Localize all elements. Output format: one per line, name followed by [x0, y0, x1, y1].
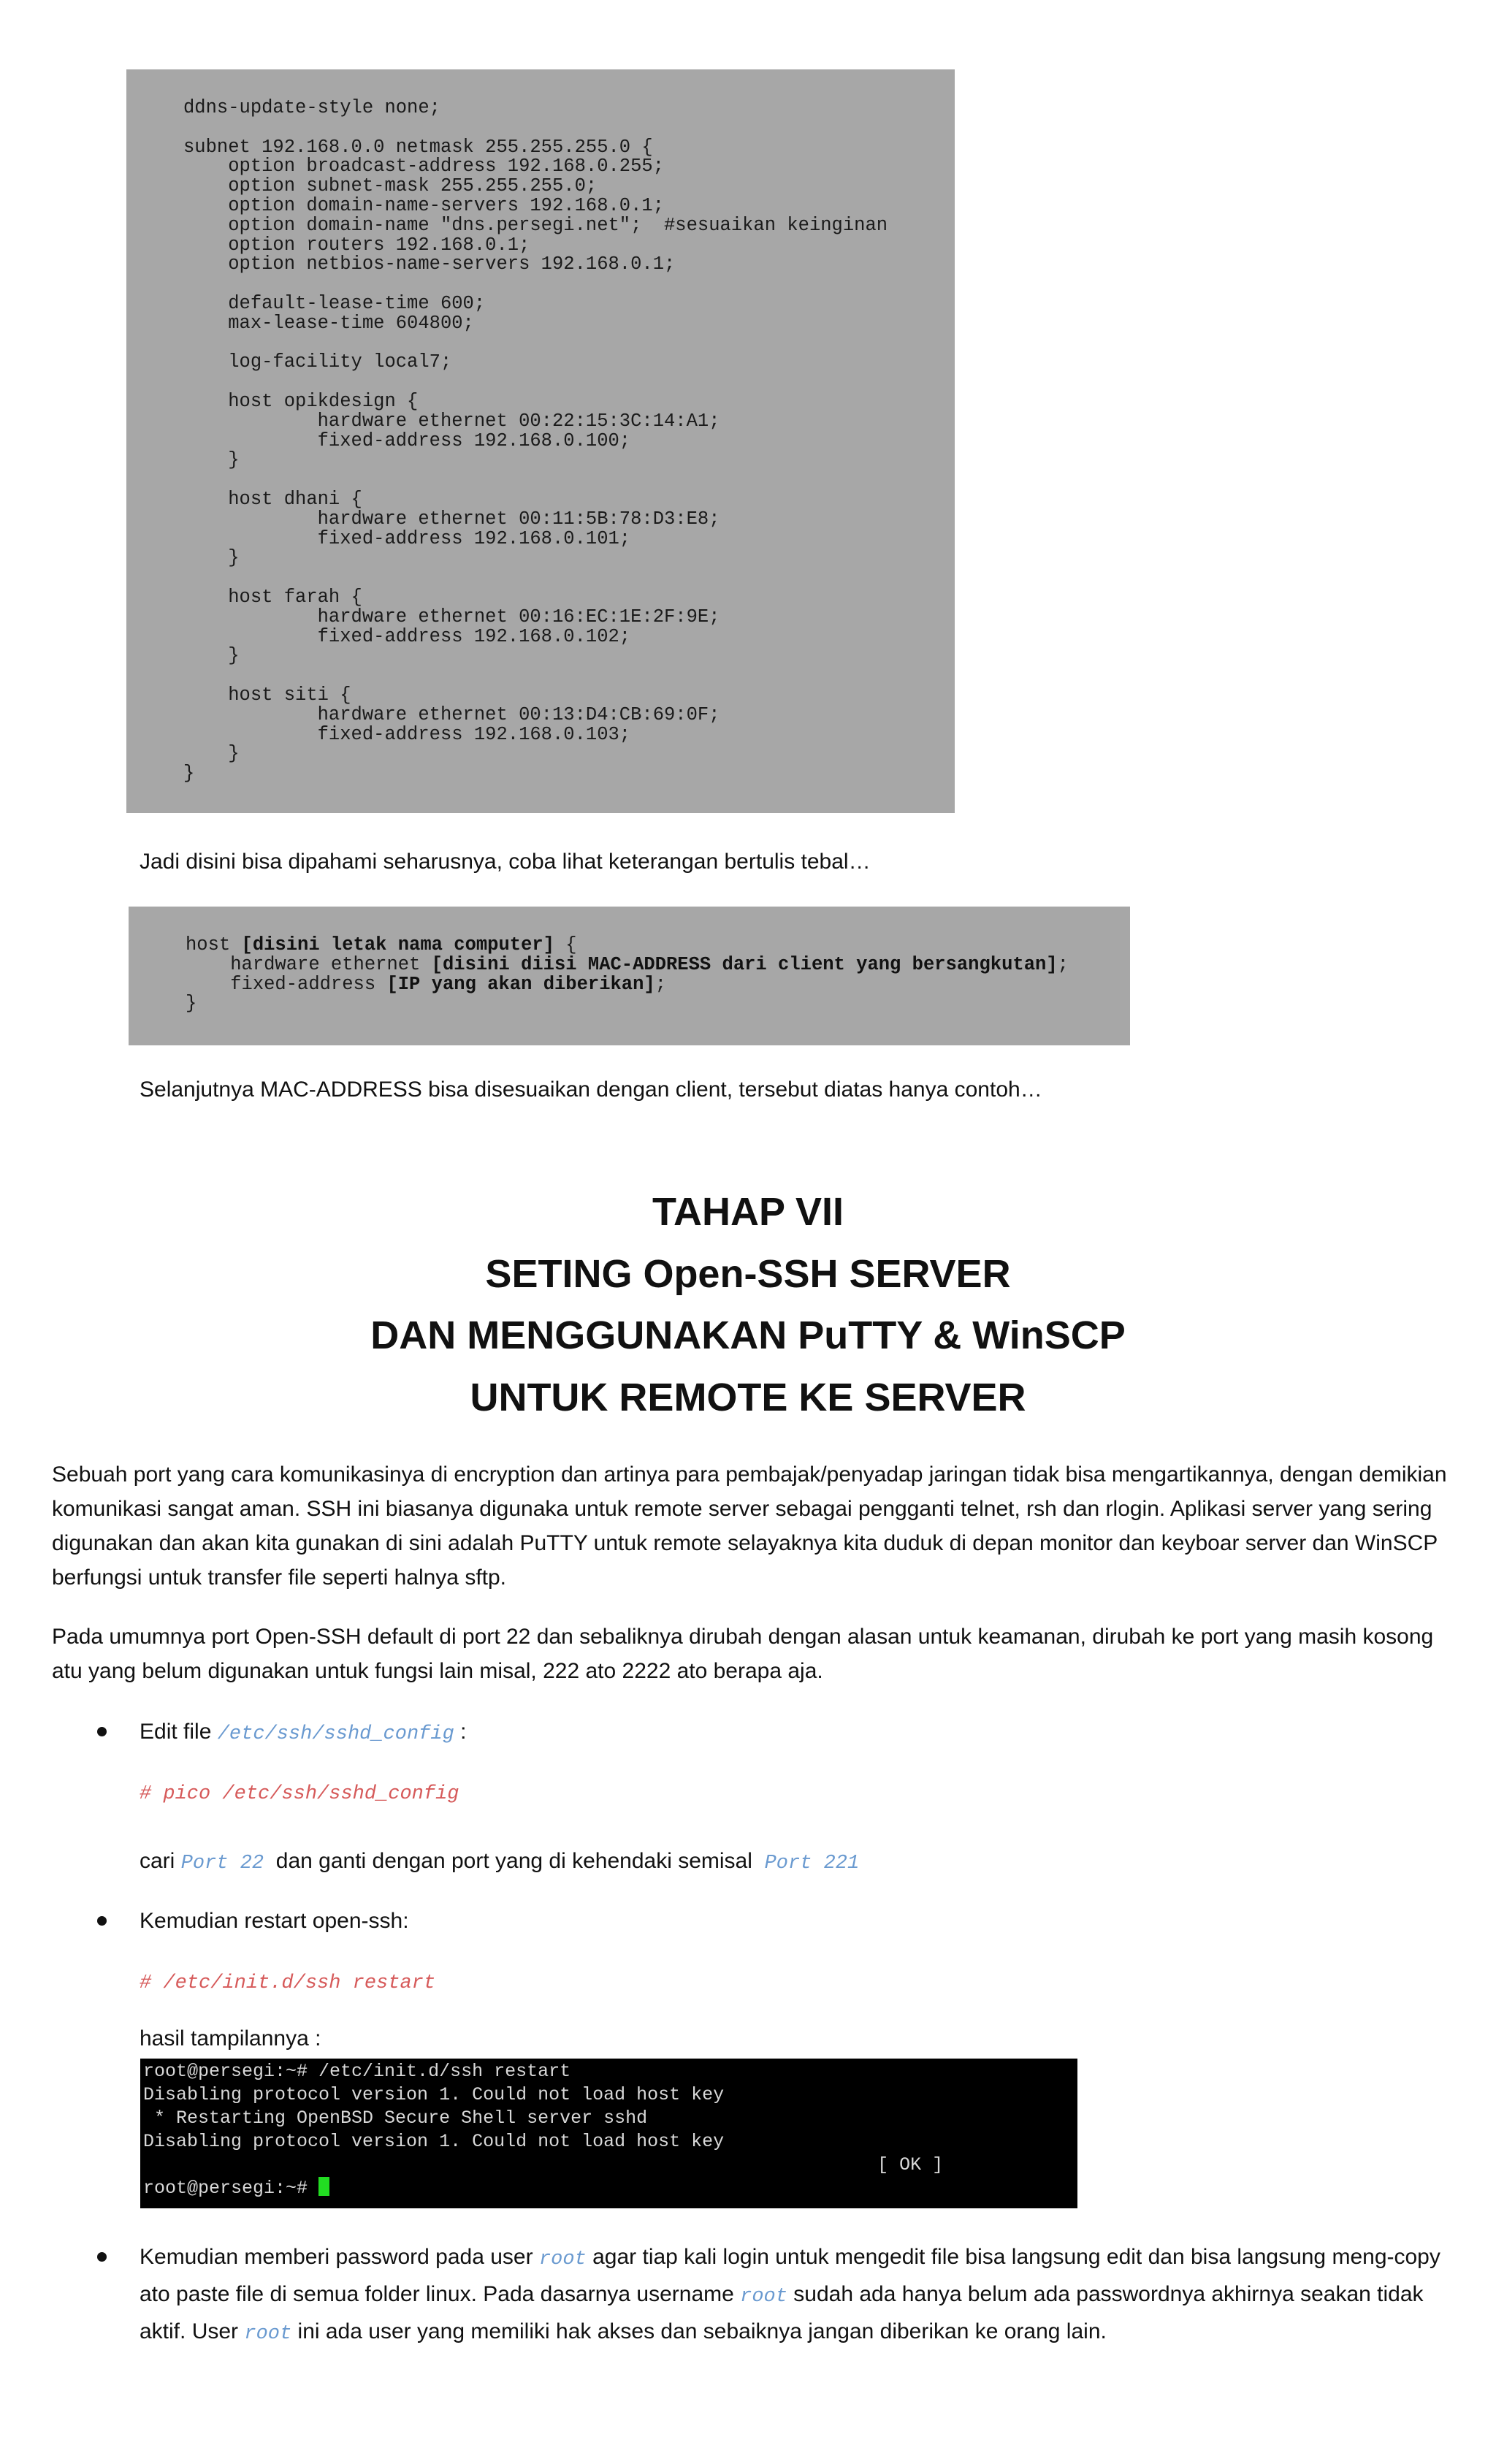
- code-line: }: [186, 993, 197, 1015]
- code-block-host-template: [129, 907, 1130, 1045]
- terminal-line: Disabling protocol version 1. Could not load host key: [143, 2084, 725, 2105]
- code-line: max-lease-time 604800;: [183, 312, 474, 334]
- terminal-line: * Restarting OpenBSD Secure Shell server sshd: [143, 2108, 648, 2129]
- bullet-dot: [97, 2252, 107, 2262]
- code-line: host farah {: [183, 586, 362, 608]
- terminal-line: root@persegi:~# /etc/init.d/ssh restart: [143, 2061, 571, 2082]
- code-text: [183, 99, 888, 784]
- code-line: }: [183, 449, 240, 471]
- bullet-root-password: Kemudian memberi password pada user root agar tiap kali login untuk mengedit file bisa langsung edit dan bisa langsung meng-copy ato paste file di semua folder linux. Pada dasarnya username root sudah ada hanya belum ada passwordnya akhirnya seakan tidak aktif. User root ini ada user yang memiliki hak akses dan sebaiknya jangan diberikan ke orang lain.: [140, 2245, 1440, 2345]
- code-line: fixed-address 192.168.0.101;: [183, 527, 631, 549]
- section-heading-line3: DAN MENGGUNAKAN PuTTY & WinSCP: [370, 1313, 1126, 1357]
- paragraph-ssh-intro: Sebuah port yang cara komunikasinya di encryption dan artinya para pembajak/penyadap jaringan tidak bisa mengartikannya, dengan demikian komunikasi sangat aman. SSH ini biasanya digunaka untuk remote server sebagai pengganti telnet, rsh dan rlogin. Aplikasi server yang sering digunakan dan akan kita gunakan di sini adalah PuTTY untuk remote selayaknya kita duduk di depan monitor dan keyboar server dan WinSCP berfungsi untuk transfer file seperti halnya sftp.: [52, 1462, 1447, 1590]
- section-heading-line4: UNTUK REMOTE KE SERVER: [470, 1376, 1026, 1419]
- code-line: host siti {: [183, 684, 351, 706]
- code-line: log-facility local7;: [183, 351, 452, 373]
- section-heading-line2: SETING Open-SSH SERVER: [485, 1252, 1011, 1296]
- code-line: option broadcast-address 192.168.0.255;: [183, 156, 665, 178]
- file-path: /etc/ssh/sshd_config: [217, 1723, 454, 1745]
- port-new: Port 221: [764, 1853, 860, 1874]
- section-heading-line1: TAHAP VII: [652, 1190, 844, 1234]
- code-line: host [disini letak nama computer] {: [186, 934, 577, 956]
- bullet-dot: [97, 1727, 107, 1736]
- code-line: hardware ethernet 00:13:D4:CB:69:0F;: [183, 703, 720, 725]
- command-restart: # /etc/init.d/ssh restart: [140, 1972, 436, 1994]
- instruction-change-port: cari Port 22 dan ganti dengan port yang di kehendaki semisal Port 221: [140, 1849, 860, 1874]
- terminal-text: [143, 2060, 943, 2177]
- result-label: hasil tampilannya :: [140, 2026, 321, 2051]
- user-root: root: [244, 2323, 292, 2345]
- code-line: default-lease-time 600;: [183, 292, 486, 314]
- code-line: hardware ethernet 00:11:5B:78:D3:E8;: [183, 508, 720, 530]
- code-line: hardware ethernet 00:22:15:3C:14:A1;: [183, 410, 720, 432]
- terminal-line: Disabling protocol version 1. Could not load host key: [143, 2131, 725, 2152]
- code-line: option domain-name-servers 192.168.0.1;: [183, 194, 665, 216]
- bullet-restart: Kemudian restart open-ssh:: [140, 1909, 409, 1933]
- user-root: root: [538, 2249, 587, 2270]
- code-line: hardware ethernet [disini diisi MAC-ADDRESS dari client yang bersangkutan];: [186, 953, 1069, 975]
- terminal-output: [140, 2059, 1077, 2208]
- cursor-icon: [318, 2177, 329, 2196]
- paragraph-port-info: Pada umumnya port Open-SSH default di port 22 dan sebaliknya dirubah dengan alasan untuk keamanan, dirubah ke port yang masih kosong atu yang belum digunakan untuk fungsi lain misal, 222 ato 2222 ato berapa aja.: [52, 1625, 1434, 1683]
- terminal-prompt-line: root@persegi:~#: [143, 2177, 329, 2200]
- port-old: Port 22: [180, 1853, 264, 1874]
- paragraph-explanation: Jadi disini bisa dipahami seharusnya, coba lihat keterangan bertulis tebal…: [140, 850, 871, 874]
- code-line: host dhani {: [183, 488, 362, 510]
- code-line: fixed-address 192.168.0.103;: [183, 723, 631, 745]
- user-root: root: [740, 2286, 787, 2308]
- code-line: }: [183, 645, 240, 667]
- command-pico: # pico /etc/ssh/sshd_config: [140, 1783, 459, 1805]
- code-line: option netbios-name-servers 192.168.0.1;: [183, 253, 676, 275]
- bullet-dot: [97, 1916, 107, 1926]
- code-line: }: [183, 763, 195, 785]
- code-text: [186, 936, 1069, 1014]
- code-line: fixed-address 192.168.0.102;: [183, 625, 631, 647]
- code-line: option subnet-mask 255.255.255.0;: [183, 175, 598, 197]
- code-line: }: [183, 547, 240, 569]
- code-line: option domain-name "dns.persegi.net"; #sesuaikan keinginan: [183, 214, 888, 236]
- code-line: }: [183, 743, 240, 765]
- code-line: ddns-update-style none;: [183, 97, 440, 118]
- code-line: fixed-address 192.168.0.100;: [183, 430, 631, 451]
- paragraph-mac-note: Selanjutnya MAC-ADDRESS bisa disesuaikan dengan client, tersebut diatas hanya contoh…: [140, 1077, 1042, 1102]
- code-line: subnet 192.168.0.0 netmask 255.255.255.0 {: [183, 136, 653, 158]
- code-line: fixed-address [IP yang akan diberikan];: [186, 973, 667, 995]
- code-line: host opikdesign {: [183, 390, 419, 412]
- code-line: hardware ethernet 00:16:EC:1E:2F:9E;: [183, 606, 720, 628]
- code-line: option routers 192.168.0.1;: [183, 234, 530, 256]
- terminal-line: [ OK ]: [143, 2154, 944, 2175]
- code-block-dhcp-config: [126, 69, 955, 813]
- bullet-edit-file: Edit file /etc/ssh/sshd_config :: [140, 1720, 467, 1745]
